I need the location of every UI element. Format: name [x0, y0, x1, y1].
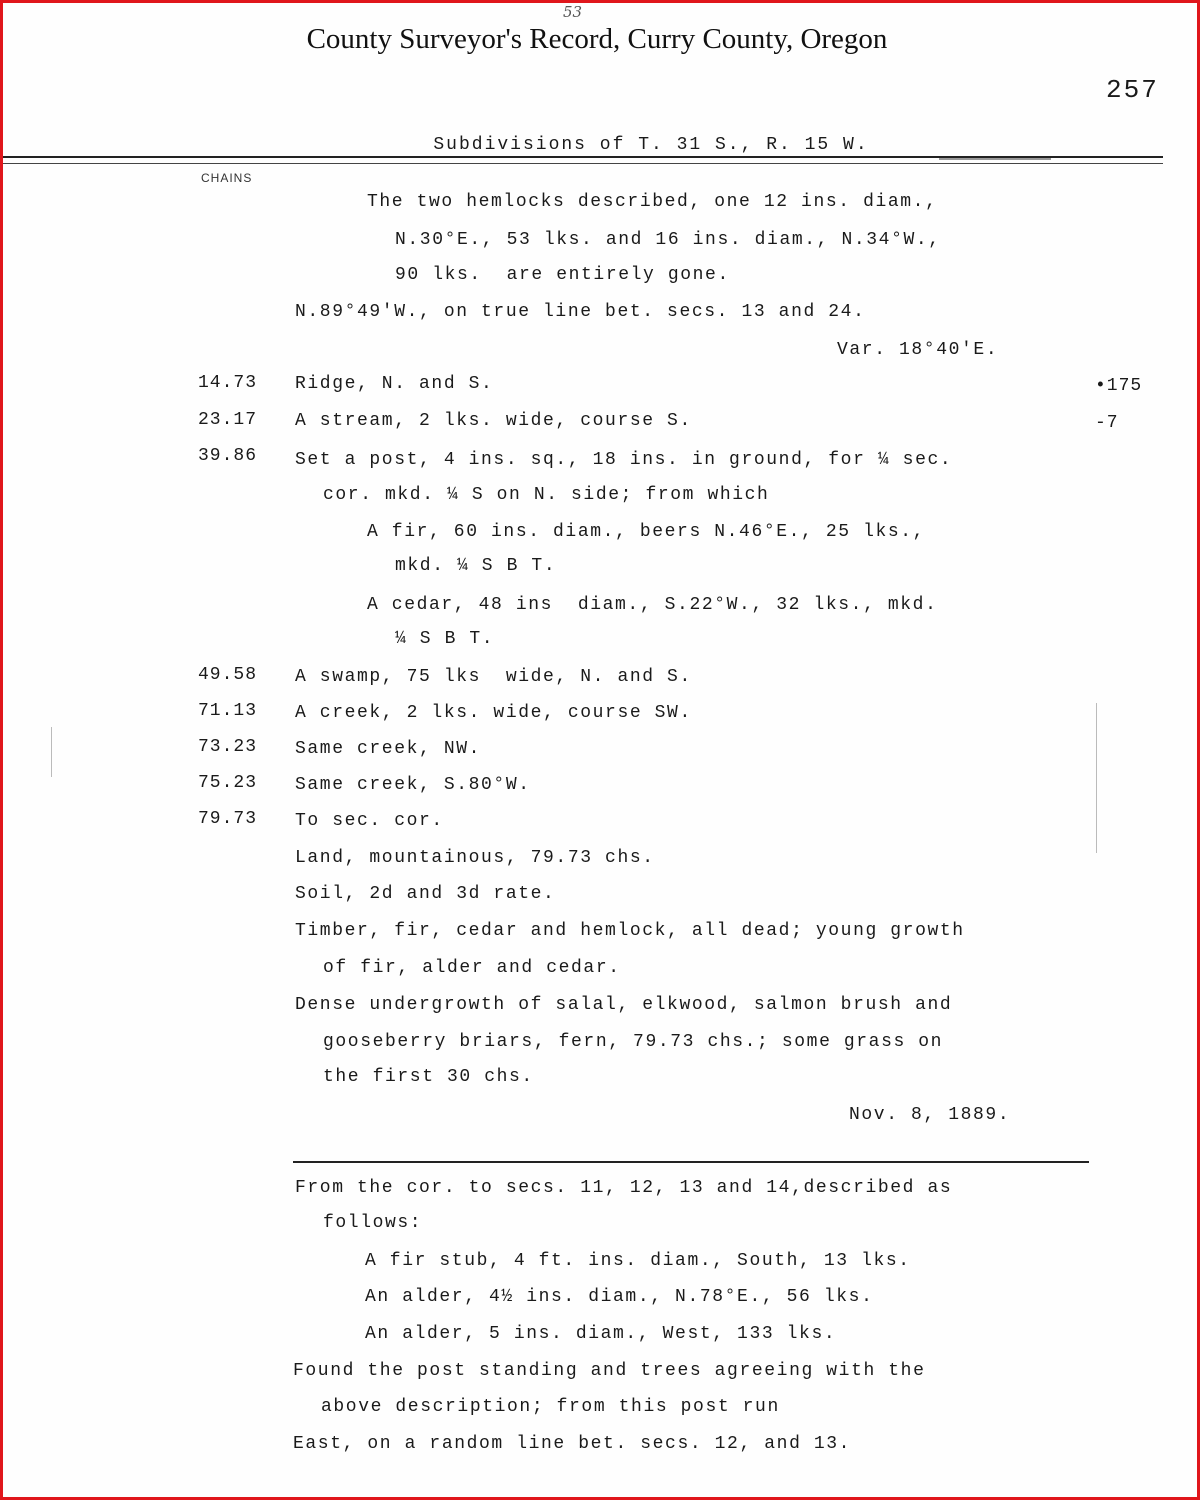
- section2-line: above description; from this post run: [321, 1397, 780, 1417]
- chain-value: 14.73: [198, 373, 258, 393]
- post-line: ¼ S B T.: [395, 629, 495, 649]
- summary-line: gooseberry briars, fern, 79.73 chs.; some grass on: [323, 1032, 944, 1052]
- section-divider: [293, 1161, 1089, 1163]
- summary-line: Soil, 2d and 3d rate.: [295, 884, 556, 904]
- summary-line: Timber, fir, cedar and hemlock, all dead; young growth: [295, 921, 965, 941]
- variation-note: Var. 18°40'E.: [837, 340, 999, 360]
- chain-value: 39.86: [198, 446, 258, 466]
- entry-text: A stream, 2 lks. wide, course S.: [295, 411, 692, 431]
- post-line: A fir, 60 ins. diam., beers N.46°E., 25 lks.,: [367, 522, 926, 542]
- binding-mark: [51, 727, 52, 777]
- page-number: 257: [1106, 75, 1159, 105]
- subtitle: Subdivisions of T. 31 S., R. 15 W.: [433, 135, 869, 155]
- entry-text: Ridge, N. and S.: [295, 374, 494, 394]
- binding-mark: [1096, 703, 1097, 853]
- chains-column-label: CHAINS: [201, 171, 253, 185]
- entry-text: A creek, 2 lks. wide, course SW.: [295, 703, 692, 723]
- chain-value: 23.17: [198, 410, 258, 430]
- summary-line: Dense undergrowth of salal, elkwood, salmon brush and: [295, 995, 953, 1015]
- intro-line: N.89°49'W., on true line bet. secs. 13 and 24.: [295, 302, 866, 322]
- post-line: mkd. ¼ S B T.: [395, 556, 557, 576]
- entry-text: To sec. cor.: [295, 811, 444, 831]
- entry-text: Same creek, NW.: [295, 739, 482, 759]
- section2-line: follows:: [323, 1213, 423, 1233]
- intro-line: N.30°E., 53 lks. and 16 ins. diam., N.34°W.,: [395, 230, 941, 250]
- section2-line: East, on a random line bet. secs. 12, and 13.: [293, 1434, 852, 1454]
- header-rule-thin: [3, 163, 1163, 164]
- summary-line: the first 30 chs.: [323, 1067, 534, 1087]
- entry-text: Set a post, 4 ins. sq., 18 ins. in ground, for ¼ sec.: [295, 450, 953, 470]
- entry-text: A swamp, 75 lks wide, N. and S.: [295, 667, 692, 687]
- chain-value: 73.23: [198, 737, 258, 757]
- summary-line: of fir, alder and cedar.: [323, 958, 621, 978]
- chain-value: 49.58: [198, 665, 258, 685]
- section2-line: A fir stub, 4 ft. ins. diam., South, 13 lks.: [365, 1251, 911, 1271]
- summary-line: Land, mountainous, 79.73 chs.: [295, 848, 655, 868]
- header-smudge: [939, 158, 1051, 160]
- margin-note: -7: [1095, 413, 1119, 433]
- intro-line: 90 lks. are entirely gone.: [395, 265, 730, 285]
- entry-text: Same creek, S.80°W.: [295, 775, 531, 795]
- post-line: cor. mkd. ¼ S on N. side; from which: [323, 485, 770, 505]
- chain-value: 79.73: [198, 809, 258, 829]
- post-line: A cedar, 48 ins diam., S.22°W., 32 lks., mkd.: [367, 595, 938, 615]
- handwritten-number: 53: [563, 3, 583, 21]
- section2-line: An alder, 5 ins. diam., West, 133 lks.: [365, 1324, 837, 1344]
- section2-line: From the cor. to secs. 11, 12, 13 and 14,described as: [295, 1178, 953, 1198]
- page-title: County Surveyor's Record, Curry County, Oregon: [306, 23, 888, 55]
- margin-note: •175: [1095, 376, 1143, 396]
- section2-line: Found the post standing and trees agreeing with the: [293, 1361, 926, 1381]
- intro-line: The two hemlocks described, one 12 ins. diam.,: [367, 192, 938, 212]
- chain-value: 71.13: [198, 701, 258, 721]
- section2-line: An alder, 4½ ins. diam., N.78°E., 56 lks.: [365, 1287, 874, 1307]
- chain-value: 75.23: [198, 773, 258, 793]
- record-date: Nov. 8, 1889.: [849, 1105, 1011, 1125]
